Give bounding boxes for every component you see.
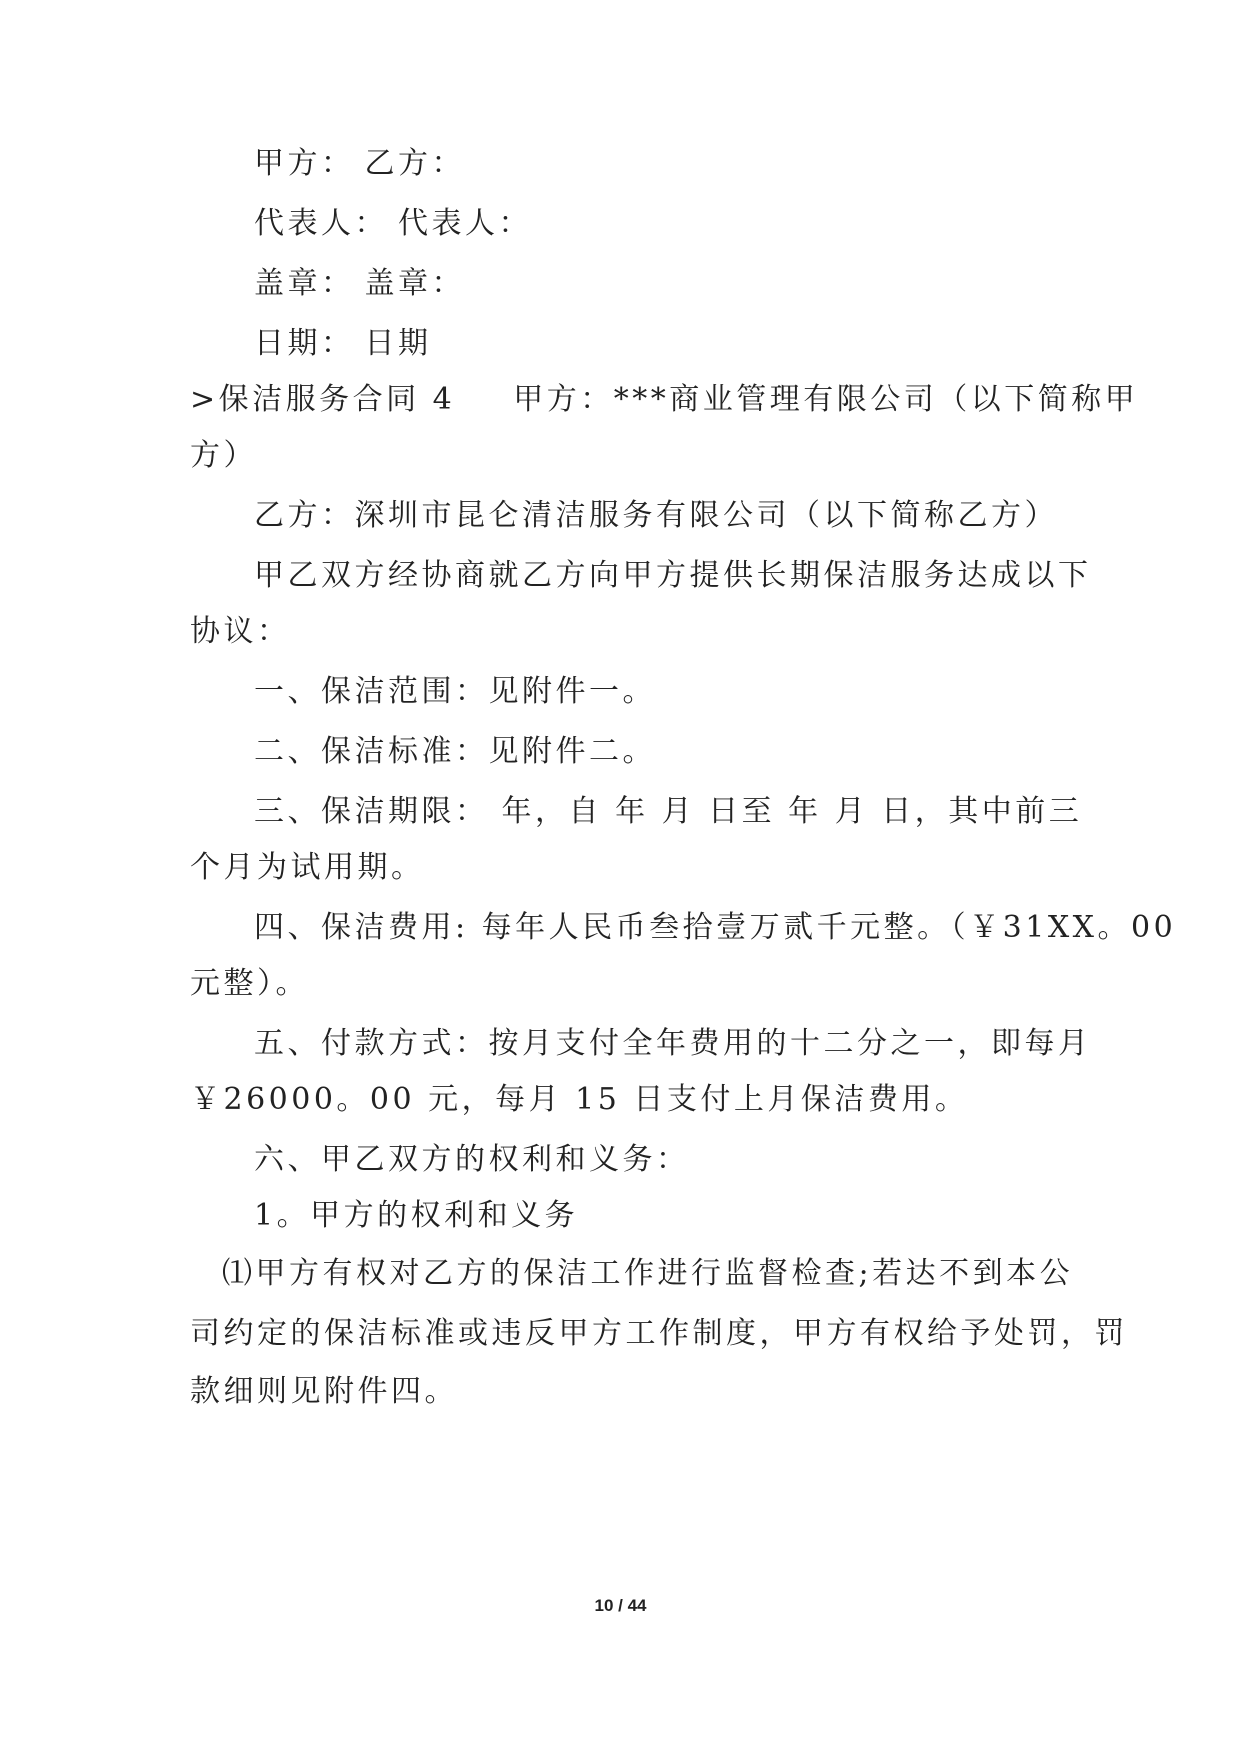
clause-payment-continued: ￥26000。00 元，每月 15 日支付上月保洁费用。 [190,1082,969,1117]
clause-fee: 四、保洁费用: 每年人民币叁拾壹万贰千元整。（￥31XX。00 [254,910,1177,945]
clause-standard: 二、保洁标准：见附件二。 [254,734,656,769]
signature-row-date [254,324,432,364]
contract-title: >保洁服务合同 4 [190,382,456,417]
signature-row-representative [254,204,532,244]
clause-term: 三、保洁期限： 年，自 年 月 日至 年 月 日，其中前三 [254,794,1083,829]
agreement-intro: 甲乙双方经协商就乙方向甲方提供长期保洁服务达成以下 [254,558,1092,593]
clause-scope: 一、保洁范围：见附件一。 [254,674,656,709]
contract-heading [190,380,1138,420]
item-1-continued: 司约定的保洁标准或违反甲方工作制度，甲方有权给予处罚，罚 [190,1316,1128,1351]
signature-row-seal [254,264,465,304]
agreement-intro-continued: 协议： [190,614,291,649]
seal-a-label: 盖章： [254,266,355,301]
rep-b-label: 代表人： [398,206,532,241]
clause-rights-obligations: 六、甲乙双方的权利和义务： [254,1142,690,1177]
item-1: ⑴甲方有权对乙方的保洁工作进行监督检查;若达不到本公 [222,1256,1074,1291]
party-b-intro: 乙方：深圳市昆仑清洁服务有限公司（以下简称乙方） [254,498,1058,533]
rep-a-label: 代表人： [254,206,388,241]
item-1-continued-2: 款细则见附件四。 [190,1374,458,1409]
party-a-label: 甲方： [254,146,355,181]
clause-fee-continued: 元整）。 [190,966,309,1001]
subclause-party-a: 1。甲方的权利和义务 [254,1198,579,1233]
clause-payment: 五、付款方式：按月支付全年费用的十二分之一，即每月 [254,1026,1092,1061]
signature-row-party [254,144,465,184]
party-a-intro: 甲方：***商业管理有限公司（以下简称甲 [513,382,1139,417]
party-b-label: 乙方： [364,146,465,181]
seal-b-label: 盖章： [364,266,465,301]
clause-term-continued: 个月为试用期。 [190,850,425,885]
page-number: 10 / 44 [594,1596,647,1615]
date-b-label: 日期 [364,326,432,361]
party-a-intro-continued: 方） [190,438,257,473]
date-a-label: 日期： [254,326,355,361]
